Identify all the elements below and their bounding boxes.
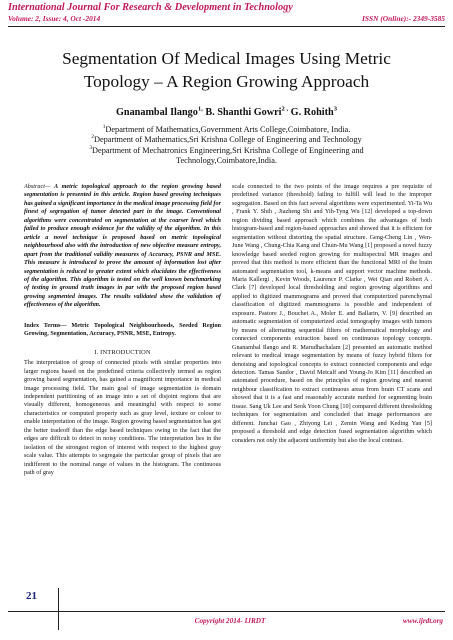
header-rule — [8, 26, 445, 27]
author-2-sup: 2 , — [281, 105, 289, 113]
journal-meta-row — [8, 14, 445, 23]
paper-title-line-2: Topology – A Region Growing Approach — [83, 72, 370, 91]
author-3: G. Rohith — [290, 107, 334, 118]
abstract-text: A metric topological approach to the region growing based segmentation is presented in this article. Region based growing techniques has gained a significant importance in the medical image processing field for finest of segregation of tumor detected part in the image. Conventional algorithms were concentrated on segmentation at the coarser level which failed to produce enough evidence for the validity of the algorithm. In this article a novel technique is proposed based on metric topological neighbourhood also with the introduction of new objective measure entropy, apart from the traditional validity measures of Accuracy, PSNR and MSE. This measure is introduced to prove the amount of information lost after segmentation is reduced to greater extent which elucidates the effectiveness of the algorithm. This algorithm is tested on the well known benchmarking of testing in ground truth images in par with the proposed region based growing segmented images. The results validated show the validation of effectiveness of the algorithm. — [24, 183, 221, 309]
journal-issn: ISSN (Online):- 2349-3585 — [362, 14, 445, 23]
copyright-notice: Copyright 2014- IJRDT — [194, 617, 266, 625]
journal-title: International Journal For Research & Development in Technology — [8, 2, 293, 13]
author-3-sup: 3 — [333, 105, 337, 113]
footer-rule — [8, 611, 445, 612]
affiliation-1: $^1$Department of Mathematics,Government Arts College,Coimbatore, India. — [102, 124, 351, 134]
journal-volume: Volume: 2, Issue: 4, Oct -2014 — [8, 14, 101, 23]
author-1-sup: 1, — [197, 105, 203, 113]
right-column — [232, 183, 432, 445]
abstract — [24, 183, 221, 310]
affiliation-2: $^2$Department of Mathematics,Sri Krishna College of Engineering and Technology — [91, 134, 362, 145]
journal-website: www.ijrdt.org — [402, 617, 443, 625]
right-column-text: scale connected to the two points of the image requires a pre requisite of predefined variance (threshold) failing to fulfill will lead to the improper segregation. Based on this fact several algorithms were experimented. Yi-Ta Wu , Frank Y. Shih , Jiazheng Shi and Yih-Tyng Wu [12] developed a top-down region dividing based approach which combines the advantages of both histogram-based and region-based approaches and showed that it is efficient for segmentation without distorting the spatial structure. Geng-Cheng Lin , Wen-June Wang , Chung-Chia Kang and Chuin-Mu Wang [1] proposed a novel fuzzy knowledge based seeded region growing for multispectral MR images and proved that this method is more efficient than the functional MRI of the brain automated segmentation tool, k-means and support vector machine methods. Maria Kallergi , Kevin Woods, Laurence P. Clarke , Wei Qian and Robert A . Clark [7] developed local thresholding and region growing algorithms and applied to digitized mammograms and proved that computerized parenchymal classification of digitized mammograms is possible and independent of exposure. Pastore J., Bouchet A., Moler E. and Ballarin, V. [9] described an automatic segmentation of computerized axial tomography images with tumors by means of alternating sequential filters of mathematical morphology and connected components extraction based on continuous topology concepts. Gnanambal Ilango and R. Marudhachalam [2] presented an automatic method relevant to medical image segmentation by means of fuzzy hybrid filters for denoising and topological concepts to extract connected components and edge detection. Tamas Sandor , David Metcalf and Young-Jo Kim [11] described an automated procedure, based on the principles of region growing and nearest neighbour classification to extract continuous areas from brain CT scans and showed that it is a fast and reasonably accurate method for segmenting brain tissue. Sang Uk Lee and Seok Yoon Chung [10] compared different thresholding techniques for segmentation and concluded that image performances are different. Junchai Gao , Zhiyong Lei , Zemin Wang and Keding Yan [5] proposed a threshold and edge detection fused segmentation algorithm which considers not only the adjacent uniformity but also the local contrast. — [232, 183, 432, 444]
affiliation-3-cont: Technology,Coimbatore,India. — [176, 156, 277, 166]
left-column — [24, 183, 221, 478]
author-1: Gnanambal Ilango — [116, 107, 198, 118]
paper-title-line-1: Segmentation Of Medical Images Using Metric — [62, 49, 391, 68]
affiliation-3: $^3$Department of Mechatronics Engineering,Sri Krishna College of Engineering and — [89, 145, 364, 155]
author-2: B. Shanthi Gowri — [205, 107, 282, 118]
author-list — [10, 107, 443, 119]
footer-divider — [58, 588, 59, 630]
index-terms: Index Terms— Metric Topological Neighbourhoods, Seeded Region Growing, Segmentation, Accuracy, PSNR, MSE, Entropy. — [24, 321, 221, 338]
paper-title — [10, 47, 443, 93]
introduction-text: The interpretation of group of connected pixels with similar properties into larger regions based on the predefined criteria collectively termed as region growing based segmentation, has gained a magnificent importance in medical image processing field. The main goal of image segmentation is domain independent partitioning of an image into a set of disjoint regions that are visually different, homogeneous and meaningful with respect to some characteristics or computed property such as gray level, texture or colour to enable interpretation of the image. Region growing based segmentation has got the better tradeoff than the edge based techniques owing to the fact that the edges are difficult to detect in noisy conditions. The interpretation lies in the isolation of the strongest region of interest with respect to the highest gray scale value. This attempts to segregate the particular group of pixels that are indifferent to the nominal range of values in the histogram. The continuous path of gray — [24, 359, 221, 477]
page-number: 21 — [26, 590, 37, 602]
journal-header — [8, 2, 445, 23]
abstract-lead: Abstract— — [24, 183, 51, 190]
section-heading-introduction: I. INTRODUCTION — [94, 348, 151, 356]
affiliations — [20, 125, 433, 167]
